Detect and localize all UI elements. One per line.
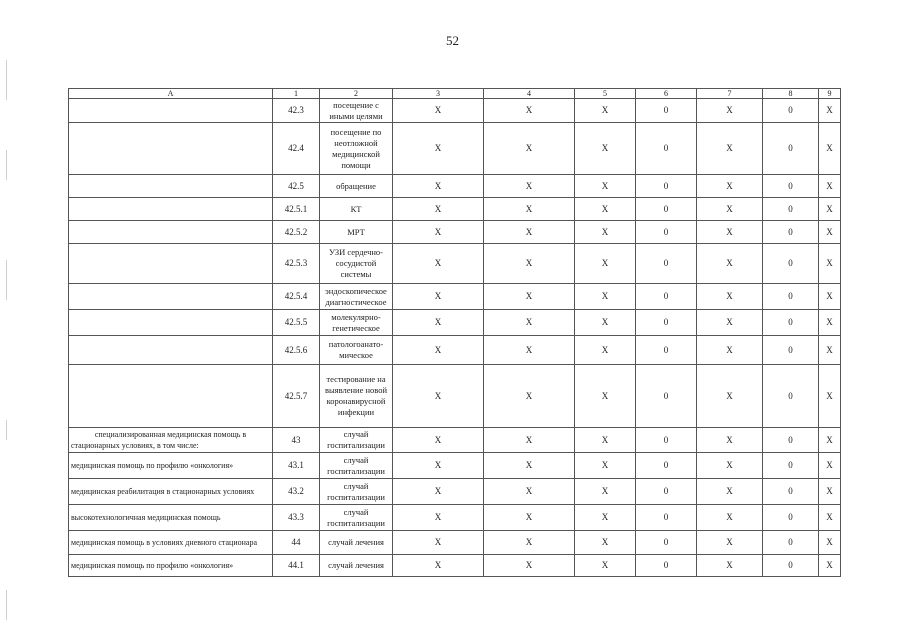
cell-col-3: X (393, 175, 484, 198)
cell-col-4: X (484, 221, 575, 244)
cell-col-8: 0 (763, 531, 819, 555)
table-row (69, 453, 841, 479)
cell-col-4: X (484, 310, 575, 336)
cell-col-3: X (393, 284, 484, 310)
cell-col-7: X (697, 123, 763, 175)
cell-col-8: 0 (763, 365, 819, 428)
table-row (69, 555, 841, 577)
cell-col-6: 0 (636, 428, 697, 453)
row-description: медицинская реабилитация в стационарных условиях (69, 479, 273, 505)
cell-col-8: 0 (763, 123, 819, 175)
cell-col-5: X (575, 531, 636, 555)
cell-col-8: 0 (763, 505, 819, 531)
cell-col-9: X (819, 365, 841, 428)
cell-col-6: 0 (636, 221, 697, 244)
cell-col-3: X (393, 310, 484, 336)
cell-col-4: X (484, 428, 575, 453)
cell-col-4: X (484, 453, 575, 479)
cell-col-4: X (484, 99, 575, 123)
cell-col-4: X (484, 284, 575, 310)
row-code: 42.5.2 (273, 221, 320, 244)
table-row (69, 284, 841, 310)
cell-col-8: 0 (763, 99, 819, 123)
unit-of-measure: патологоанато-мическое (320, 336, 393, 365)
column-header: 3 (393, 89, 484, 99)
cell-col-3: X (393, 336, 484, 365)
cell-col-5: X (575, 99, 636, 123)
cell-col-7: X (697, 505, 763, 531)
unit-of-measure: МРТ (320, 221, 393, 244)
cell-col-6: 0 (636, 531, 697, 555)
cell-col-5: X (575, 221, 636, 244)
cell-col-7: X (697, 479, 763, 505)
cell-col-9: X (819, 310, 841, 336)
row-code: 42.5.5 (273, 310, 320, 336)
cell-col-7: X (697, 244, 763, 284)
row-description: медицинская помощь по профилю «онкология» (69, 453, 273, 479)
table-row (69, 99, 841, 123)
table-row (69, 531, 841, 555)
cell-col-3: X (393, 244, 484, 284)
row-code: 42.5.3 (273, 244, 320, 284)
margin-mark (6, 590, 7, 620)
cell-col-8: 0 (763, 453, 819, 479)
row-description (69, 284, 273, 310)
cell-col-8: 0 (763, 555, 819, 577)
cell-col-7: X (697, 175, 763, 198)
unit-of-measure: случай лечения (320, 555, 393, 577)
cell-col-4: X (484, 175, 575, 198)
row-description (69, 221, 273, 244)
column-header: 2 (320, 89, 393, 99)
row-code: 44.1 (273, 555, 320, 577)
cell-col-9: X (819, 221, 841, 244)
column-header: 1 (273, 89, 320, 99)
cell-col-9: X (819, 453, 841, 479)
margin-mark (6, 60, 7, 100)
table-row (69, 123, 841, 175)
unit-of-measure: КТ (320, 198, 393, 221)
row-description: специализированная медицинская помощь в стационарных условиях, в том числе: (69, 428, 273, 453)
unit-of-measure: посещение по неотложной медицинской помощи (320, 123, 393, 175)
column-header: 4 (484, 89, 575, 99)
cell-col-3: X (393, 123, 484, 175)
cell-col-7: X (697, 221, 763, 244)
row-description (69, 175, 273, 198)
cell-col-5: X (575, 244, 636, 284)
row-description: медицинская помощь в условиях дневного стационара (69, 531, 273, 555)
cell-col-4: X (484, 479, 575, 505)
cell-col-5: X (575, 428, 636, 453)
margin-mark (6, 260, 7, 300)
row-description (69, 198, 273, 221)
row-description (69, 310, 273, 336)
unit-of-measure: обращение (320, 175, 393, 198)
cell-col-4: X (484, 365, 575, 428)
cell-col-4: X (484, 555, 575, 577)
table-row (69, 198, 841, 221)
row-code: 42.5.7 (273, 365, 320, 428)
row-description (69, 99, 273, 123)
row-code: 42.5.1 (273, 198, 320, 221)
cell-col-4: X (484, 198, 575, 221)
cell-col-8: 0 (763, 198, 819, 221)
table-row (69, 221, 841, 244)
cell-col-6: 0 (636, 123, 697, 175)
cell-col-3: X (393, 531, 484, 555)
header-row (69, 89, 841, 99)
unit-of-measure: случай лечения (320, 531, 393, 555)
column-header: 8 (763, 89, 819, 99)
row-code: 43.2 (273, 479, 320, 505)
cell-col-9: X (819, 284, 841, 310)
cell-col-9: X (819, 505, 841, 531)
margin-mark (6, 420, 7, 440)
unit-of-measure: случай госпитализации (320, 428, 393, 453)
cell-col-4: X (484, 123, 575, 175)
cell-col-6: 0 (636, 284, 697, 310)
column-header: 7 (697, 89, 763, 99)
cell-col-8: 0 (763, 284, 819, 310)
cell-col-8: 0 (763, 221, 819, 244)
row-code: 42.5 (273, 175, 320, 198)
cell-col-9: X (819, 123, 841, 175)
row-description (69, 244, 273, 284)
cell-col-5: X (575, 175, 636, 198)
cell-col-7: X (697, 365, 763, 428)
cell-col-4: X (484, 336, 575, 365)
cell-col-5: X (575, 555, 636, 577)
margin-mark (6, 150, 7, 180)
table-row (69, 175, 841, 198)
row-code: 42.5.6 (273, 336, 320, 365)
table-row (69, 479, 841, 505)
table-row (69, 365, 841, 428)
cell-col-8: 0 (763, 175, 819, 198)
unit-of-measure: случай госпитализации (320, 505, 393, 531)
cell-col-7: X (697, 531, 763, 555)
page-number: 52 (446, 33, 459, 48)
cell-col-8: 0 (763, 244, 819, 284)
cell-col-9: X (819, 175, 841, 198)
table-row (69, 336, 841, 365)
table-row (69, 428, 841, 453)
cell-col-3: X (393, 428, 484, 453)
column-header: 6 (636, 89, 697, 99)
column-header: 5 (575, 89, 636, 99)
cell-col-4: X (484, 244, 575, 284)
cell-col-6: 0 (636, 479, 697, 505)
cell-col-8: 0 (763, 310, 819, 336)
cell-col-5: X (575, 123, 636, 175)
data-table (68, 88, 841, 577)
cell-col-6: 0 (636, 453, 697, 479)
cell-col-6: 0 (636, 175, 697, 198)
column-header: А (69, 89, 273, 99)
row-code: 42.5.4 (273, 284, 320, 310)
cell-col-5: X (575, 198, 636, 221)
row-code: 43.1 (273, 453, 320, 479)
cell-col-3: X (393, 198, 484, 221)
cell-col-3: X (393, 453, 484, 479)
cell-col-9: X (819, 428, 841, 453)
cell-col-3: X (393, 221, 484, 244)
row-description (69, 336, 273, 365)
row-code: 42.3 (273, 99, 320, 123)
cell-col-5: X (575, 365, 636, 428)
cell-col-7: X (697, 336, 763, 365)
cell-col-7: X (697, 99, 763, 123)
cell-col-5: X (575, 284, 636, 310)
table-row (69, 244, 841, 284)
row-code: 43 (273, 428, 320, 453)
row-code: 43.3 (273, 505, 320, 531)
column-header: 9 (819, 89, 841, 99)
cell-col-6: 0 (636, 505, 697, 531)
cell-col-3: X (393, 479, 484, 505)
unit-of-measure: УЗИ сердечно-сосудистой системы (320, 244, 393, 284)
cell-col-3: X (393, 99, 484, 123)
unit-of-measure: посещение с иными целями (320, 99, 393, 123)
cell-col-9: X (819, 531, 841, 555)
row-description (69, 123, 273, 175)
cell-col-4: X (484, 505, 575, 531)
cell-col-8: 0 (763, 479, 819, 505)
cell-col-9: X (819, 479, 841, 505)
cell-col-6: 0 (636, 198, 697, 221)
cell-col-7: X (697, 555, 763, 577)
unit-of-measure: молекулярно-генетическое (320, 310, 393, 336)
unit-of-measure: случай госпитализации (320, 479, 393, 505)
cell-col-8: 0 (763, 336, 819, 365)
cell-col-7: X (697, 310, 763, 336)
unit-of-measure: эндоскопическое диагностическое (320, 284, 393, 310)
cell-col-3: X (393, 505, 484, 531)
cell-col-7: X (697, 198, 763, 221)
row-description: медицинская помощь по профилю «онкология» (69, 555, 273, 577)
cell-col-9: X (819, 244, 841, 284)
cell-col-7: X (697, 428, 763, 453)
cell-col-5: X (575, 310, 636, 336)
cell-col-7: X (697, 453, 763, 479)
cell-col-9: X (819, 336, 841, 365)
row-code: 42.4 (273, 123, 320, 175)
row-description: высокотехнологичная медицинская помощь (69, 505, 273, 531)
cell-col-9: X (819, 198, 841, 221)
cell-col-6: 0 (636, 336, 697, 365)
cell-col-4: X (484, 531, 575, 555)
cell-col-5: X (575, 479, 636, 505)
cell-col-6: 0 (636, 244, 697, 284)
table-row (69, 505, 841, 531)
table-row (69, 310, 841, 336)
unit-of-measure: тестирование на выявление новой коронавирусной инфекции (320, 365, 393, 428)
cell-col-9: X (819, 99, 841, 123)
row-code: 44 (273, 531, 320, 555)
unit-of-measure: случай госпитализации (320, 453, 393, 479)
row-description (69, 365, 273, 428)
cell-col-8: 0 (763, 428, 819, 453)
cell-col-3: X (393, 365, 484, 428)
cell-col-6: 0 (636, 310, 697, 336)
cell-col-6: 0 (636, 555, 697, 577)
cell-col-3: X (393, 555, 484, 577)
cell-col-6: 0 (636, 99, 697, 123)
cell-col-5: X (575, 336, 636, 365)
cell-col-9: X (819, 555, 841, 577)
cell-col-7: X (697, 284, 763, 310)
cell-col-6: 0 (636, 365, 697, 428)
cell-col-5: X (575, 505, 636, 531)
table-body (69, 99, 841, 577)
cell-col-5: X (575, 453, 636, 479)
